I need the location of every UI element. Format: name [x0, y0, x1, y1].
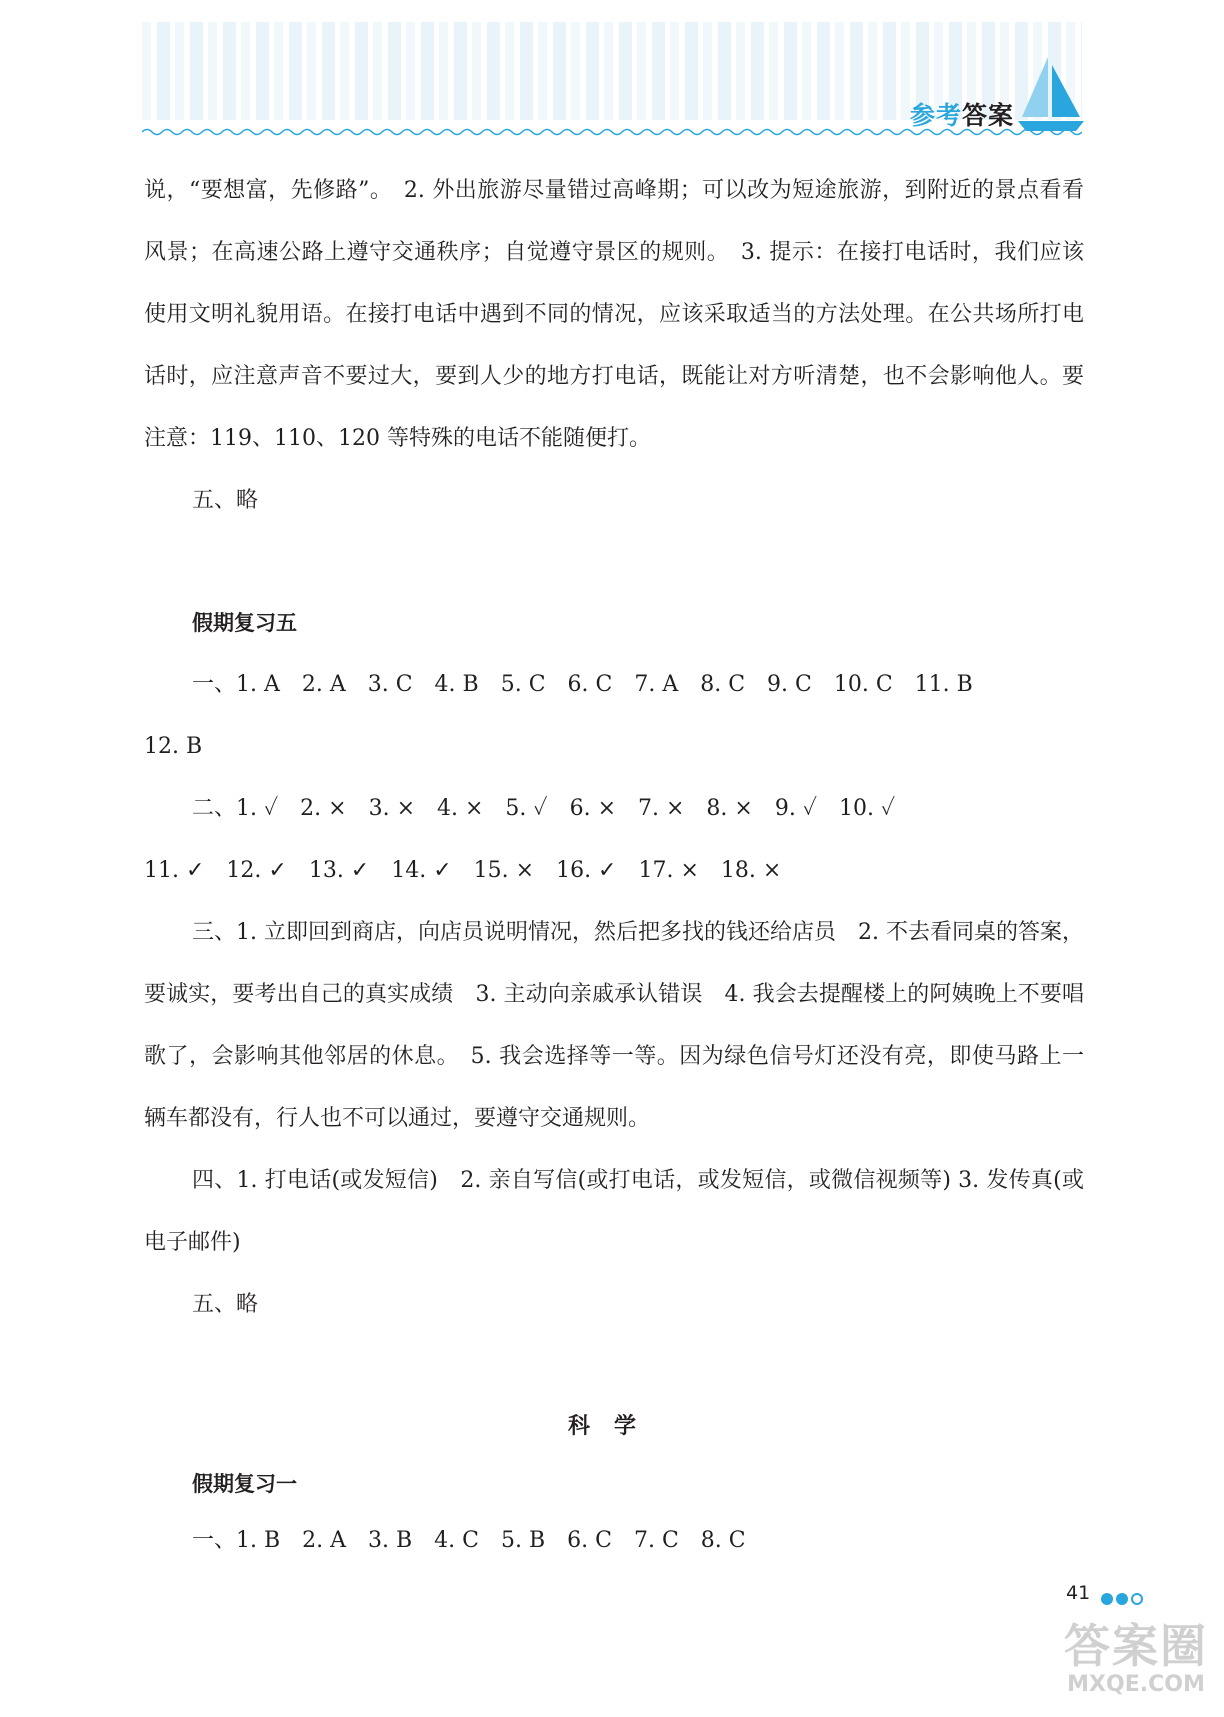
answer-line: 五、略	[192, 488, 259, 513]
answer-content	[144, 160, 1084, 1572]
answer-line: 一、1. B 2. A 3. B 4. C 5. B 6. C 7. C 8. C	[192, 1528, 746, 1553]
answer-line: 一、1. A 2. A 3. C 4. B 5. C 6. C 7. A 8. C 9. C 10. C 11. B	[192, 672, 973, 697]
answer-paragraph: 说，“要想富，先修路”。 2. 外出旅游尽量错过高峰期；可以改为短途旅游，到附近的景点看看风景；在高速公路上遵守交通秩序；自觉遵守景区的规则。 3. 提示：在接打电话时，我们应该使用文明礼貌用语。在接打电话中遇到不同的情况，应该采取适当的方法处理。在公共场所打电话时，应注意声音不要过大，要到人少的地方打电话，既能让对方听清楚，也不会影响他人。要注意：119、110、120 等特殊的电话不能随便打。	[144, 178, 1084, 451]
answer-line: 五、略	[192, 1292, 259, 1317]
page-dots-decoration	[1101, 1588, 1146, 1607]
watermark-logo: 答案圈 MXQE.COM	[1064, 1619, 1208, 1697]
page-number: 41	[1066, 1582, 1091, 1604]
subject-title: 科学	[567, 1414, 660, 1439]
sailboat-icon	[1018, 55, 1084, 135]
answer-line: 12. B	[144, 734, 203, 759]
section-heading: 假期复习五	[192, 611, 297, 635]
answer-line: 11. ✓ 12. ✓ 13. ✓ 14. ✓ 15. × 16. ✓ 17. × 18. ×	[144, 858, 782, 883]
header-title: 参考答案	[909, 101, 1014, 130]
section-heading: 假期复习一	[192, 1472, 297, 1496]
answer-line: 二、1. ✓ 2. × 3. × 4. × 5. ✓ 6. × 7. × 8. × 9. ✓ 10. ✓	[192, 796, 896, 821]
answer-paragraph: 三、1. 立即回到商店，向店员说明情况，然后把多找的钱还给店员 2. 不去看同桌的答案，要诚实，要考出自己的真实成绩 3. 主动向亲戚承认错误 4. 我会去提醒楼上的阿姨晚上不要唱歌了，会影响其他邻居的休息。 5. 我会选择等一等。因为绿色信号灯还没有亮，即使马路上一辆车都没有，行人也不可以通过，要遵守交通规则。	[144, 920, 1084, 1131]
answer-paragraph: 四、1. 打电话(或发短信) 2. 亲自写信(或打电话，或发短信，或微信视频等) 3. 发传真(或电子邮件)	[144, 1168, 1084, 1255]
